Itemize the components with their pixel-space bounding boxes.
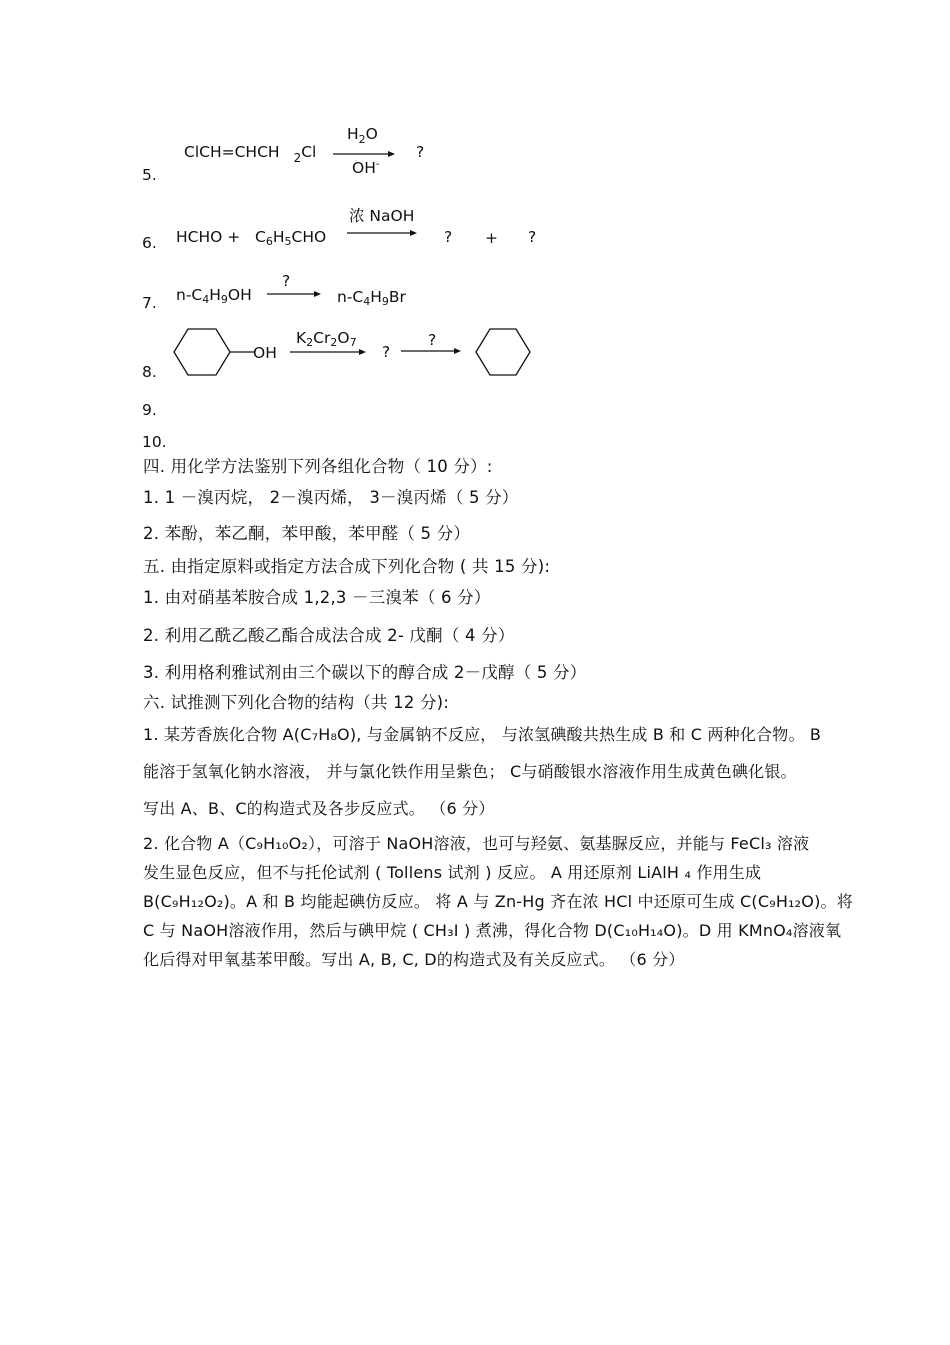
reaction-8-arrow-2	[401, 347, 461, 355]
reaction-6-arrow	[347, 229, 417, 237]
reaction-6-reactants: HCHO + $C_6H_5CHO$	[176, 228, 327, 248]
reaction-8-intermediate: ?	[382, 343, 391, 361]
reaction-7-arrow	[267, 290, 321, 298]
reaction-8-reagent-above-2: ?	[428, 331, 437, 349]
reaction-5-number: 5.	[142, 166, 157, 184]
reaction-5-reagent-below: OH-	[352, 159, 380, 177]
reaction-7-reactant: $n-C_4H_9OH$	[176, 286, 252, 306]
section-6-p1-line3: 写出 A、B、C的构造式及各步反应式。 （6 分）	[143, 799, 495, 818]
section-5-title: 五. 由指定原料或指定方法合成下列化合物 ( 共 15 分):	[143, 557, 551, 576]
section-6-p2-line5: 化后得对甲氧基苯甲酸。写出 A, B, C, D的构造式及有关反应式。 （6 分）	[143, 950, 685, 969]
section-6-p2-line4: C 与 NaOH溶液作用，然后与碘甲烷 ( CH₃I ) 煮沸，得化合物 D(C₁₀H₁₄O)。D 用 KMnO₄溶液氧	[143, 921, 842, 940]
section-4-title: 四. 用化学方法鉴别下列各组化合物（ 10 分）:	[143, 457, 493, 476]
section-6-p2-line1: 2. 化合物 A（C₉H₁₀O₂），可溶于 NaOH溶液，也可与羟氨、氨基脲反应，并能与 FeCl₃ 溶液	[143, 834, 810, 853]
item-10-number: 10.	[142, 433, 167, 451]
section-6-p2-line2: 发生显色反应，但不与托伦试剂 ( Tollens 试剂 ) 反应。 A 用还原剂 LiAlH ₄ 作用生成	[143, 863, 762, 882]
reaction-6-plus: +	[485, 229, 498, 247]
section-4-q1: 1. 1 －溴丙烷， 2－溴丙烯， 3－溴丙烯（ 5 分）	[143, 488, 519, 507]
reaction-5-arrow	[333, 150, 395, 158]
section-6-p1-line1: 1. 某芳香族化合物 A(C₇H₈O), 与金属钠不反应， 与浓氢碘酸共热生成 B 和 C 两种化合物。 B	[143, 725, 822, 744]
item-9-number: 9.	[142, 401, 157, 419]
cyclohexane-ring	[476, 328, 536, 378]
reaction-6-product-2: ?	[528, 228, 537, 246]
section-6-p1-line2: 能溶于氢氧化钠水溶液， 并与氯化铁作用呈紫色； C与硝酸银水溶液作用生成黄色碘化银。	[143, 762, 797, 781]
reaction-6-reagent-above: 浓 NaOH	[349, 207, 415, 225]
section-5-q1: 1. 由对硝基苯胺合成 1,2,3 －三溴苯（ 6 分）	[143, 588, 491, 607]
reaction-7-product: $n-C_4H_9Br$	[337, 288, 406, 308]
section-4-q2: 2. 苯酚，苯乙酮，苯甲酸，苯甲醛（ 5 分）	[143, 524, 471, 543]
reaction-5-product: ?	[416, 143, 425, 161]
reaction-8-arrow-1	[290, 348, 366, 356]
section-6-title: 六. 试推测下列化合物的结构（共 12 分):	[143, 693, 450, 712]
reaction-7-number: 7.	[142, 294, 157, 312]
section-5-q2: 2. 利用乙酰乙酸乙酯合成法合成 2- 戊酮（ 4 分）	[143, 626, 515, 645]
reaction-6-number: 6.	[142, 234, 157, 252]
reaction-8-reagent-above: $K_2Cr_2O_7$	[296, 329, 357, 349]
reaction-5-reagent-above: $H_2O$	[347, 125, 378, 146]
reaction-7-reagent-above: ?	[282, 272, 291, 290]
reaction-6-product-1: ?	[444, 228, 453, 246]
reaction-5-reactant: ClCH=CHCH $_2$Cl	[184, 143, 317, 165]
cyclohexanol-ring	[174, 328, 234, 378]
section-5-q3: 3. 利用格利雅试剂由三个碳以下的醇合成 2－戊醇（ 5 分）	[143, 663, 587, 682]
reaction-8-hydroxyl: OH	[253, 344, 277, 362]
section-6-p2-line3: B(C₉H₁₂O₂)。A 和 B 均能起碘仿反应。 将 A 与 Zn-Hg 齐在浓 HCl 中还原可生成 C(C₉H₁₂O)。将	[143, 892, 853, 911]
reaction-8-number: 8.	[142, 363, 157, 381]
